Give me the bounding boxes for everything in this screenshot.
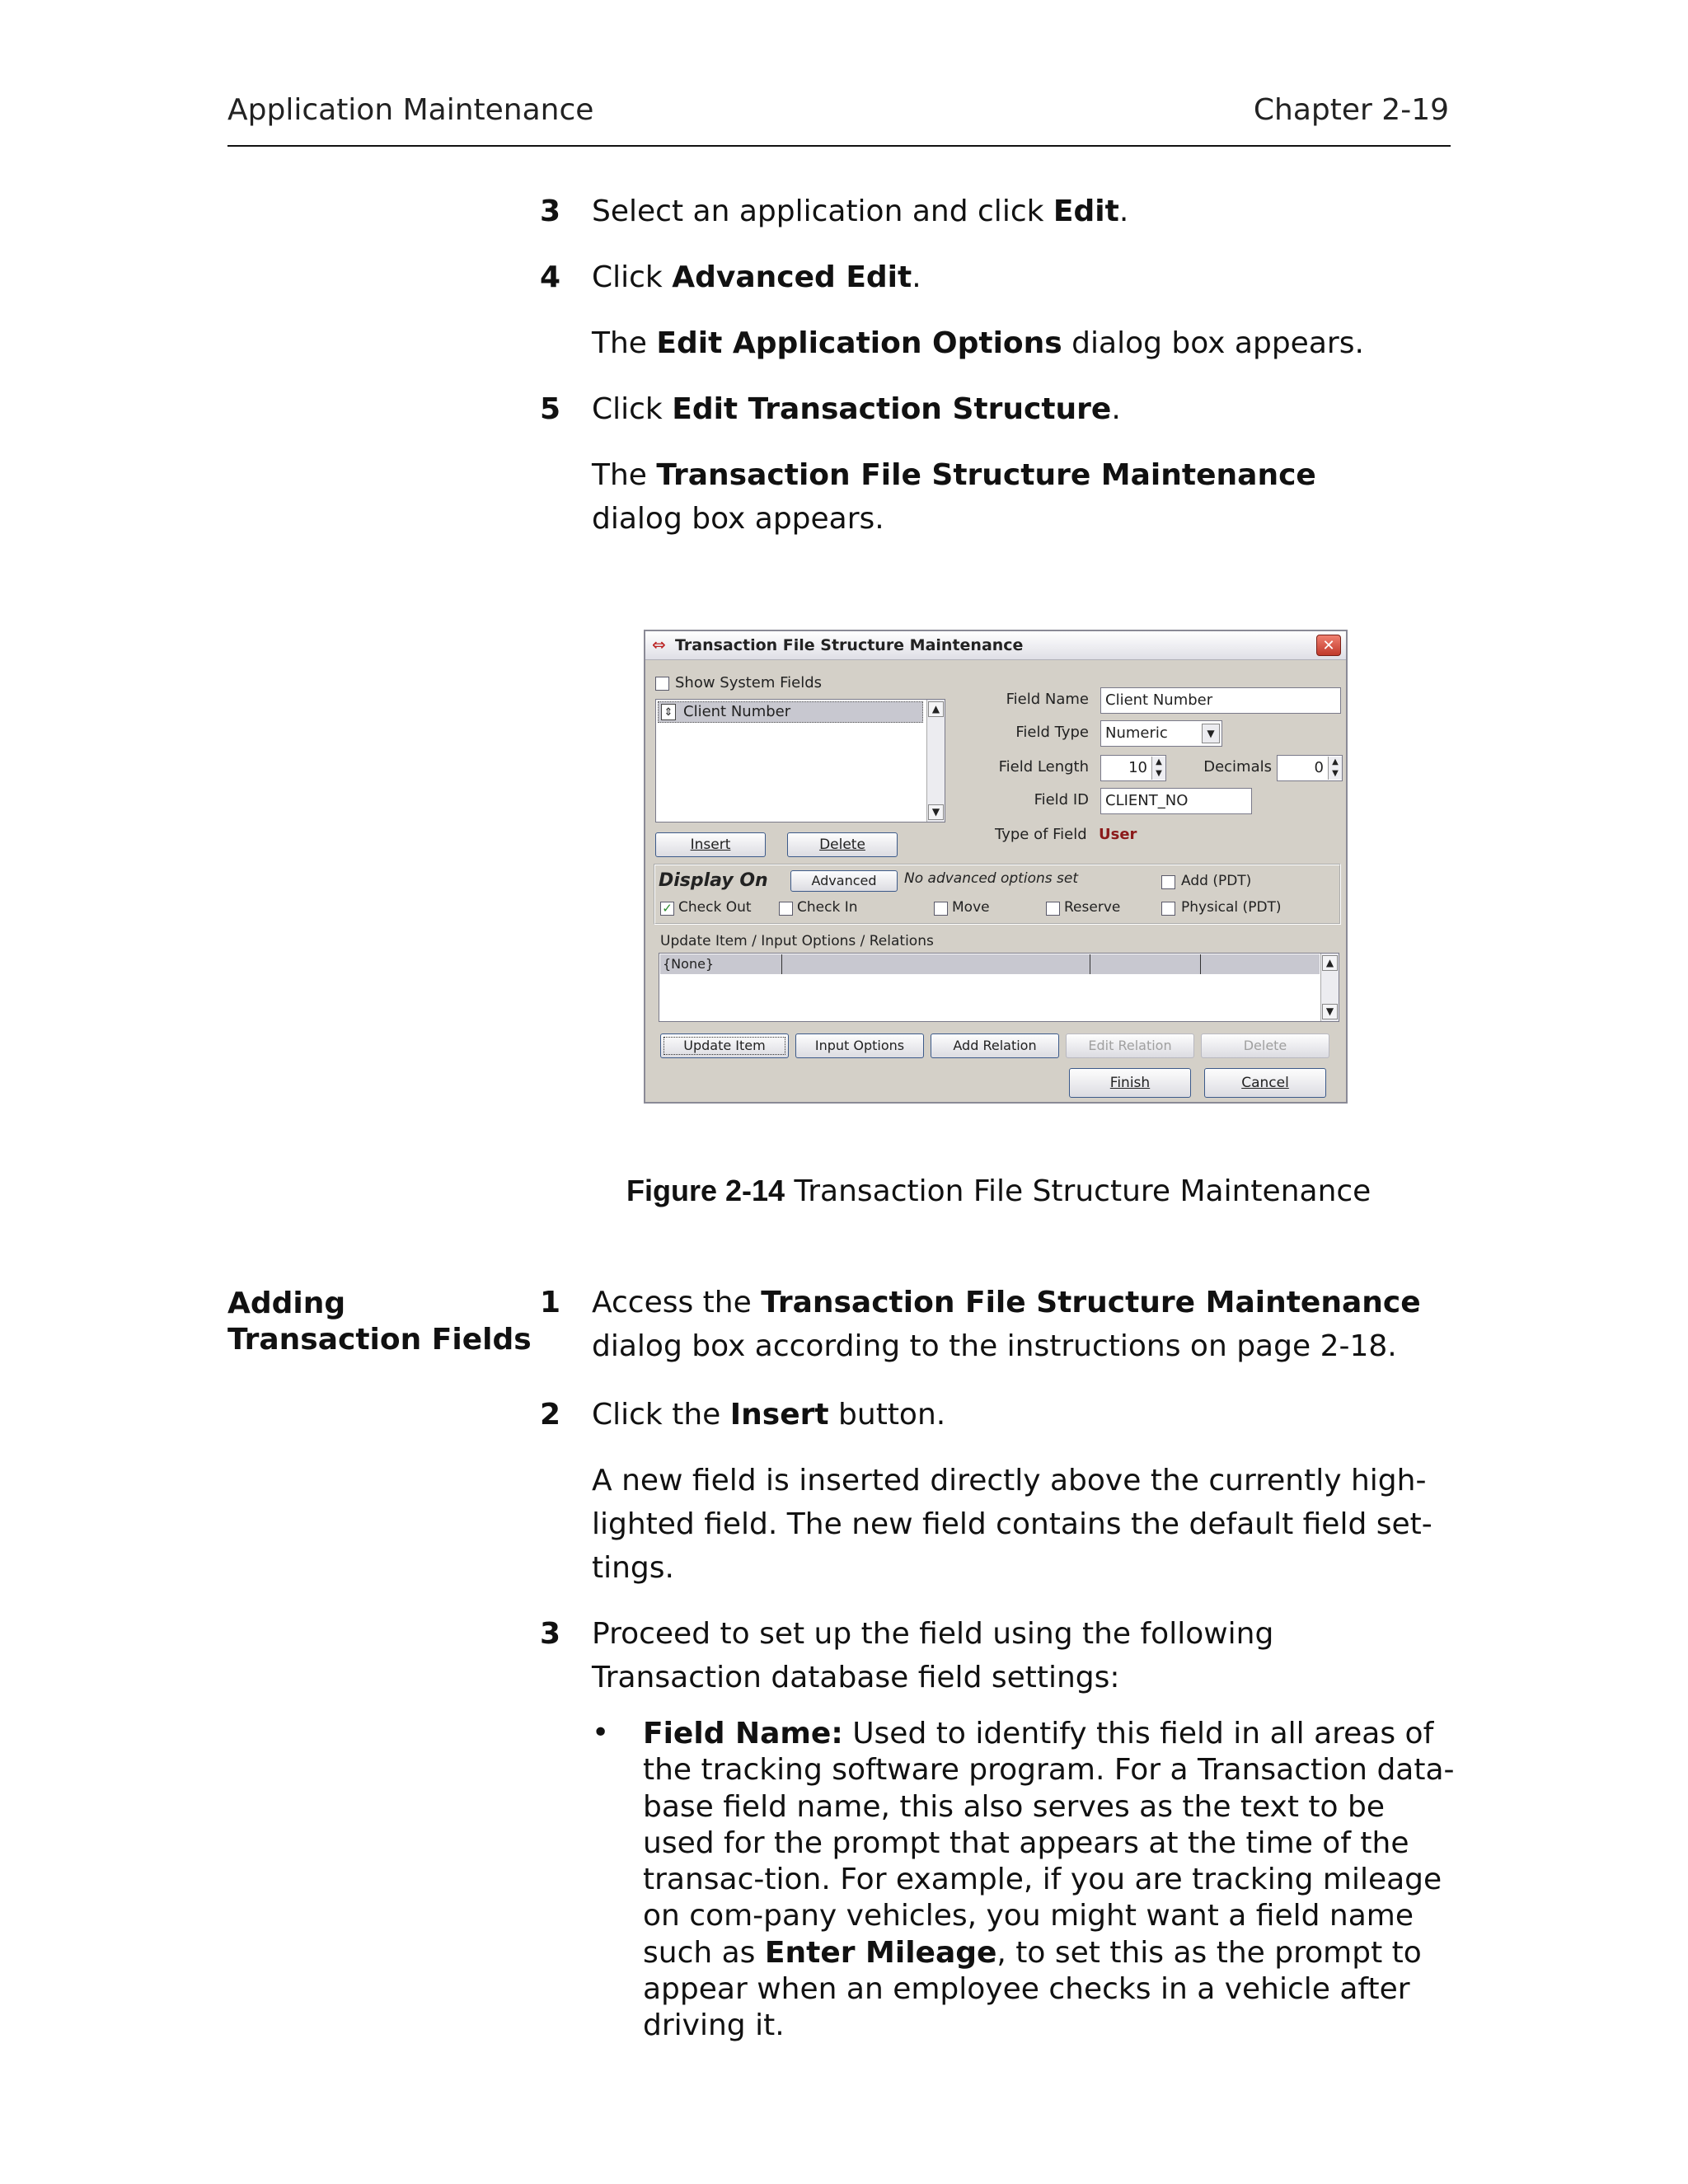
step-number: 4 <box>540 260 561 294</box>
finish-button[interactable]: Finish <box>1069 1068 1191 1098</box>
decimals-spinner[interactable]: 0 ▲ ▼ <box>1277 755 1343 781</box>
step-number: 3 <box>540 194 561 228</box>
scroll-down-icon[interactable]: ▼ <box>1322 1004 1338 1019</box>
delete-relation-button[interactable]: Delete <box>1201 1033 1329 1058</box>
field-name-label: Field Name <box>1006 691 1089 708</box>
step-text: Click Advanced Edit. <box>592 260 921 294</box>
update-item-button[interactable]: Update Item <box>660 1033 789 1058</box>
grid-cell <box>1201 954 1320 974</box>
header-rule <box>227 145 1451 147</box>
advanced-button[interactable]: Advanced <box>790 870 898 892</box>
step-note: The Edit Application Options dialog box appears. <box>592 326 1364 360</box>
display-on-panel <box>654 864 1341 925</box>
check-in-checkbox[interactable] <box>779 902 793 916</box>
field-id-input[interactable]: CLIENT_NO <box>1100 788 1252 814</box>
step-number: 5 <box>540 392 561 426</box>
list-item[interactable] <box>658 701 923 723</box>
grid-cell <box>1090 954 1201 974</box>
check-out-label: Check Out <box>678 899 752 916</box>
step-number: 1 <box>540 1286 561 1319</box>
step-text: Select an application and click Edit. <box>592 194 1129 228</box>
type-of-field-value: User <box>1099 826 1137 843</box>
type-of-field-label: Type of Field <box>995 826 1087 843</box>
edit-relation-button[interactable]: Edit Relation <box>1066 1033 1194 1058</box>
cancel-button[interactable]: Cancel <box>1204 1068 1326 1098</box>
spinner-arrows-icon[interactable]: ▲ ▼ <box>1328 757 1342 780</box>
step-note: A new field is inserted directly above the currently high-lighted field. The new field contains the default field set-tings. <box>592 1464 1432 1585</box>
running-header-left: Application Maintenance <box>227 93 594 127</box>
scroll-up-icon[interactable]: ▲ <box>928 701 944 717</box>
dialog-screenshot <box>644 630 1348 1104</box>
grid-scrollbar[interactable] <box>1320 954 1339 1021</box>
field-type-label: Field Type <box>1015 724 1089 741</box>
physical-pdt-checkbox[interactable] <box>1161 902 1175 916</box>
list-scrollbar[interactable] <box>926 700 945 822</box>
grid-cell: {None} <box>660 954 782 974</box>
section-heading: Adding Transaction Fields <box>227 1286 532 1357</box>
dialog-title: Transaction File Structure Maintenance <box>675 636 1024 654</box>
field-id-label: Field ID <box>1034 791 1089 808</box>
move-label: Move <box>952 899 990 916</box>
step-note: The Transaction File Structure Maintenance dialog box appears. <box>592 458 1316 536</box>
spinner-arrows-icon[interactable]: ▲ ▼ <box>1151 757 1165 780</box>
app-icon: ⇔ <box>652 635 666 654</box>
add-pdt-checkbox[interactable] <box>1161 875 1175 889</box>
advanced-status: No advanced options set <box>904 870 1078 887</box>
figure-caption: Figure 2-14 Transaction File Structure Maintenance <box>626 1174 1372 1208</box>
input-options-button[interactable]: Input Options <box>795 1033 924 1058</box>
drag-handle-icon[interactable]: ⇕ <box>661 704 676 720</box>
insert-button[interactable]: Insert <box>655 832 766 857</box>
chevron-down-icon[interactable]: ▼ <box>1202 724 1220 743</box>
reserve-label: Reserve <box>1064 899 1121 916</box>
update-section-label: Update Item / Input Options / Relations <box>660 933 934 949</box>
check-out-checkbox[interactable]: ✓ <box>660 902 674 916</box>
reserve-checkbox[interactable] <box>1046 902 1060 916</box>
check-in-label: Check In <box>797 899 858 916</box>
step-text: Click the Insert button. <box>592 1398 946 1432</box>
close-button[interactable]: ✕ <box>1316 635 1341 656</box>
display-on-label: Display On <box>659 870 768 891</box>
step-number: 3 <box>540 1617 561 1651</box>
field-name-input[interactable]: Client Number <box>1100 687 1341 714</box>
scroll-up-icon[interactable]: ▲ <box>1322 955 1338 971</box>
physical-pdt-label: Physical (PDT) <box>1181 899 1282 916</box>
move-checkbox[interactable] <box>934 902 948 916</box>
decimals-label: Decimals <box>1203 758 1272 776</box>
list-item-label: Client Number <box>683 703 791 720</box>
running-header-right: Chapter 2-19 <box>1253 93 1449 127</box>
bullet-icon: • <box>592 1716 610 1750</box>
show-system-fields-label: Show System Fields <box>675 674 823 691</box>
grid-cell <box>782 954 1090 974</box>
field-type-select[interactable]: Numeric ▼ <box>1100 720 1222 747</box>
delete-button[interactable]: Delete <box>787 832 898 857</box>
field-length-spinner[interactable]: 10 ▲ ▼ <box>1100 755 1166 781</box>
step-text: Access the Transaction File Structure Maintenance dialog box according to the instructions on page 2-18. <box>592 1286 1421 1363</box>
bullet-item: Field Name: Used to identify this field in all areas of the tracking software program. For a Transaction data-base field name, this also serves as the text to be used for the prompt that appears at the time of the transac-tion. For example, if you are tracking mileage on com-pany vehicles, you might want a field name such as Enter Mileage, to set this as the prompt to appear when an employee checks in a vehicle after driving it. <box>643 1717 1455 2043</box>
relations-grid[interactable] <box>659 953 1339 1022</box>
show-system-fields-checkbox[interactable] <box>655 677 669 691</box>
field-length-label: Field Length <box>998 758 1089 776</box>
field-list[interactable] <box>655 699 945 823</box>
scroll-down-icon[interactable]: ▼ <box>928 804 944 820</box>
add-pdt-label: Add (PDT) <box>1181 873 1252 889</box>
dialog-titlebar <box>645 631 1346 660</box>
add-relation-button[interactable]: Add Relation <box>931 1033 1059 1058</box>
step-number: 2 <box>540 1398 561 1432</box>
step-text: Click Edit Transaction Structure. <box>592 392 1121 426</box>
step-text: Proceed to set up the field using the following Transaction database field settings: <box>592 1617 1274 1694</box>
